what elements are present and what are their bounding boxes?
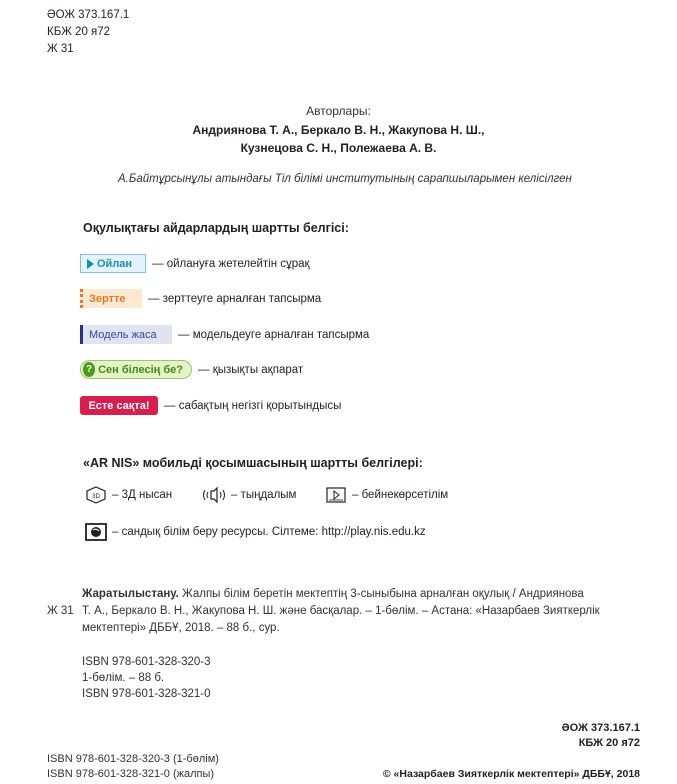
digital-resource-icon [85, 523, 107, 541]
play-icon [87, 259, 94, 269]
classification-codes [47, 7, 129, 58]
legend-title: Оқулықтағы айдарлардың шартты белгісі: [83, 221, 349, 235]
cube-3d-icon [85, 486, 107, 504]
legend-row-zertte [80, 289, 321, 308]
institute-note: А.Байтұрсынұлы атындағы Тіл білімі институтының сарапшыларымен келісілген [118, 173, 572, 185]
oilan-badge: Ойлан [80, 254, 146, 273]
part-pages: 1-бөлім. – 88 б. [82, 672, 165, 684]
authors-line-1: Андриянова Т. А., Беркало В. Н., Жакупова Н. Ш., [192, 123, 485, 137]
speaker-icon [202, 486, 226, 504]
este-badge: Есте сақта! [80, 396, 158, 415]
isbn-1: ISBN 978-601-328-320-3 [82, 656, 211, 668]
ar-icon-row-digital: – сандық білім беру ресурсы. Сілтеме: http://play.nis.edu.kz [85, 523, 426, 541]
video-icon [325, 486, 347, 504]
author-mark: Ж 31 [47, 43, 74, 55]
footer-isbn-2: ISBN 978-601-328-321-0 (жалпы) [47, 768, 215, 780]
footer-isbn-1: ISBN 978-601-328-320-3 (1-бөлім) [47, 753, 219, 765]
svg-text:3D: 3D [92, 494, 100, 500]
footer-isbn [47, 752, 219, 782]
biblio-line-3: мектептері» ДББҰ, 2018. – 88 б., сур. [82, 622, 280, 634]
legend-row-oilan [80, 254, 310, 273]
biblio-code: Ж 31 [47, 605, 74, 617]
model-badge: Модель жаса [80, 325, 172, 344]
legend-text: — зерттеуге арналған тапсырма [148, 292, 322, 305]
udk-code: ӘОЖ 373.167.1 [561, 722, 640, 734]
authors-label: Авторлары: [306, 104, 371, 118]
authors-block [0, 121, 677, 157]
legend-row-este [80, 396, 341, 415]
biblio-isbn [82, 654, 211, 702]
authors-line-2: Кузнецова С. Н., Полежаева А. В. [240, 141, 437, 155]
legend-row-model [80, 325, 369, 344]
ar-title: «AR NIS» мобильді қосымшасының шартты белгілері: [83, 456, 423, 470]
sen-badge: ? Сен білесің бе? [80, 360, 192, 379]
udk-code: ӘОЖ 373.167.1 [47, 9, 130, 21]
ar-icon-row-3d: 3D – 3Д нысан [85, 486, 172, 504]
question-icon: ? [83, 362, 95, 377]
bbk-code: КБЖ 20 я72 [47, 26, 111, 38]
isbn-2: ISBN 978-601-328-321-0 [82, 688, 211, 700]
ar-icon-row-video: – бейнекөрсетілім [325, 486, 448, 504]
biblio-line-2: Т. А., Беркало В. Н., Жакупова Н. Ш. және басқалар. – 1-бөлім. – Астана: «Назарбаев Зияткерлік [82, 605, 600, 617]
bbk-code: КБЖ 20 я72 [578, 737, 640, 749]
right-classification-codes [562, 721, 640, 751]
copyright: © «Назарбаев Зияткерлік мектептері» ДББҰ, 2018 [382, 768, 640, 780]
legend-text: — ойлануға жетелейтін сұрақ [152, 257, 310, 270]
biblio-entry [82, 586, 600, 637]
legend-text: — қызықты ақпарат [198, 363, 304, 376]
biblio-title: Жаратылыстану. [82, 588, 179, 600]
zertte-badge: Зертте [80, 289, 142, 308]
legend-text: — модельдеуге арналған тапсырма [178, 328, 370, 341]
ar-icon-row-audio: – тыңдалым [202, 486, 296, 504]
legend-text: — сабақтың негізгі қорытындысы [164, 399, 342, 412]
biblio-line-1: Жаратылыстану. Жалпы білім беретін мектептің 3-сыныбына арналған оқулық / Андриянова [82, 588, 584, 600]
legend-row-sen [80, 360, 303, 379]
